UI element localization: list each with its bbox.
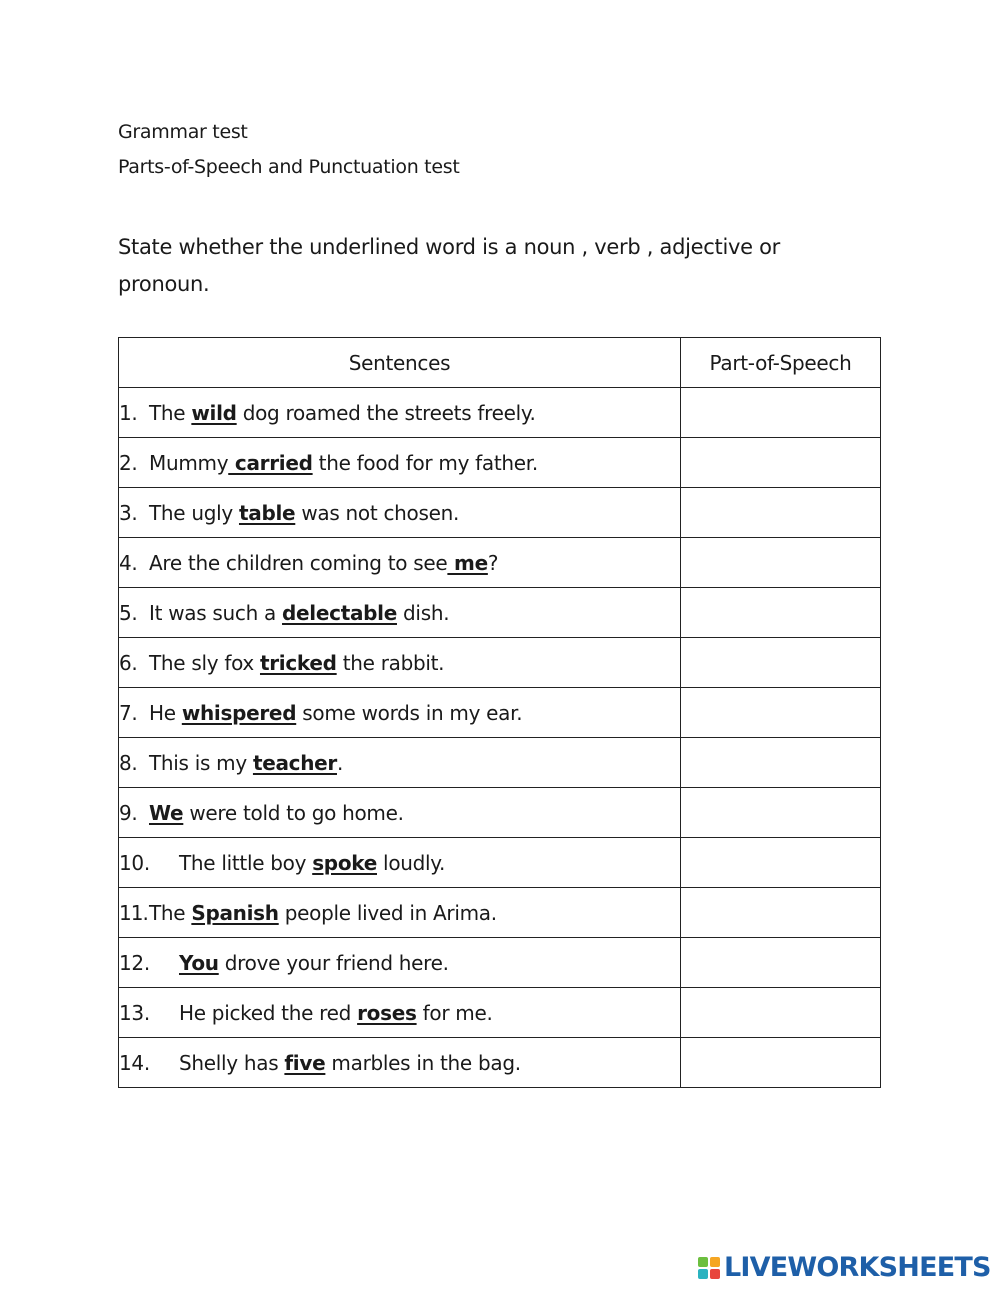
sentence-text-after: loudly. (377, 850, 446, 875)
table-row (119, 438, 881, 488)
sentence-text-after: ? (487, 550, 499, 575)
sentence-number: 11. (119, 900, 148, 925)
answer-cell[interactable] (681, 488, 881, 538)
sentence-number: 13. (119, 1000, 150, 1025)
answer-cell[interactable] (681, 638, 881, 688)
sentence-text-before: Are the children coming to see (149, 550, 448, 575)
sentence-number: 8. (119, 750, 138, 775)
underlined-word: You (179, 950, 219, 975)
underlined-word: Spanish (191, 900, 279, 925)
sentence-text-after: dish. (396, 600, 450, 625)
underlined-word: carried (228, 450, 313, 475)
sentence-cell (119, 788, 681, 838)
sentence-cell (119, 688, 681, 738)
sentence-cell (119, 488, 681, 538)
sentence-text-before: The ugly (149, 500, 239, 525)
worksheet-title: Grammar test (118, 121, 248, 143)
table-row (119, 738, 881, 788)
underlined-word: table (238, 500, 296, 525)
sentence-text-after: people lived in Arima. (278, 900, 497, 925)
answer-cell[interactable] (681, 888, 881, 938)
sentence-text-before: This is my (149, 750, 253, 775)
table-row (119, 838, 881, 888)
underlined-word: wild (191, 400, 237, 425)
table-row (119, 538, 881, 588)
sentence-text-before: The sly fox (149, 650, 260, 675)
answer-cell[interactable] (681, 738, 881, 788)
sentence-text-before: Shelly has (179, 1050, 285, 1075)
sentence-text-before: The (149, 400, 192, 425)
sentence-number: 12. (119, 950, 150, 975)
sentence-cell (119, 988, 681, 1038)
answer-cell[interactable] (681, 438, 881, 488)
underlined-word: whispered (181, 700, 297, 725)
sentence-text-before: It was such a (149, 600, 283, 625)
worksheet-subtitle: Parts-of-Speech and Punctuation test (118, 156, 460, 178)
sentence-text-before: The little boy (179, 850, 313, 875)
sentence-cell (119, 438, 681, 488)
table-row (119, 938, 881, 988)
logo-text: LIVEWORKSHEETS (724, 1252, 991, 1283)
sentence-text-after: dog roamed the streets freely. (236, 400, 536, 425)
sentence-cell (119, 388, 681, 438)
sentence-cell (119, 538, 681, 588)
sentence-cell (119, 638, 681, 688)
sentence-number: 9. (119, 800, 138, 825)
sentence-number: 4. (119, 550, 138, 575)
table-row (119, 888, 881, 938)
table-row (119, 988, 881, 1038)
sentence-text-after: drove your friend here. (218, 950, 449, 975)
underlined-word: five (284, 1050, 326, 1075)
sentence-number: 7. (119, 700, 138, 725)
liveworksheets-logo (698, 1252, 991, 1283)
sentence-text-before: The (149, 900, 192, 925)
table-row (119, 688, 881, 738)
answer-cell[interactable] (681, 538, 881, 588)
answer-cell[interactable] (681, 1038, 881, 1088)
sentence-text-after: marbles in the bag. (325, 1050, 521, 1075)
column-header-part-of-speech: Part-of-Speech (681, 338, 881, 388)
answer-cell[interactable] (681, 388, 881, 438)
underlined-word: roses (357, 1000, 417, 1025)
table-row (119, 588, 881, 638)
underlined-word: spoke (312, 850, 377, 875)
sentence-number: 6. (119, 650, 138, 675)
sentence-cell (119, 1038, 681, 1088)
sentence-text-before: He picked the red (179, 1000, 358, 1025)
sentence-text-after: the rabbit. (336, 650, 445, 675)
table-row (119, 638, 881, 688)
sentence-number: 10. (119, 850, 150, 875)
column-header-sentences: Sentences (119, 338, 681, 388)
sentence-cell (119, 838, 681, 888)
answer-cell[interactable] (681, 838, 881, 888)
underlined-word: me (447, 550, 488, 575)
answer-cell[interactable] (681, 938, 881, 988)
underlined-word: teacher (252, 750, 337, 775)
sentence-text-after: some words in my ear. (296, 700, 523, 725)
table-row (119, 488, 881, 538)
instructions: State whether the underlined word is a noun , verb , adjective or pronoun. (118, 235, 780, 296)
sentence-cell (119, 888, 681, 938)
underlined-word: tricked (259, 650, 337, 675)
underlined-word: We (149, 800, 184, 825)
sentence-number: 3. (119, 500, 138, 525)
table-header-row (119, 338, 881, 388)
liveworksheets-blocks-icon (698, 1257, 720, 1279)
sentence-number: 5. (119, 600, 138, 625)
sentence-cell (119, 588, 681, 638)
sentence-cell (119, 738, 681, 788)
sentence-text-after: were told to go home. (183, 800, 404, 825)
underlined-word: delectable (282, 600, 397, 625)
sentence-cell (119, 938, 681, 988)
table-row (119, 1038, 881, 1088)
sentence-text-before: He (149, 700, 182, 725)
sentence-number: 14. (119, 1050, 150, 1075)
answer-cell[interactable] (681, 788, 881, 838)
sentence-number: 1. (119, 400, 138, 425)
sentence-number: 2. (119, 450, 138, 475)
answer-cell[interactable] (681, 588, 881, 638)
sentence-text-after: . (336, 750, 344, 775)
worksheet-table (118, 337, 881, 1088)
sentence-text-before: Mummy (149, 450, 229, 475)
sentence-text-after: was not chosen. (295, 500, 460, 525)
sentence-text-after: the food for my father. (312, 450, 538, 475)
answer-cell[interactable] (681, 688, 881, 738)
table-row (119, 388, 881, 438)
sentence-text-after: for me. (416, 1000, 493, 1025)
answer-cell[interactable] (681, 988, 881, 1038)
table-row (119, 788, 881, 838)
